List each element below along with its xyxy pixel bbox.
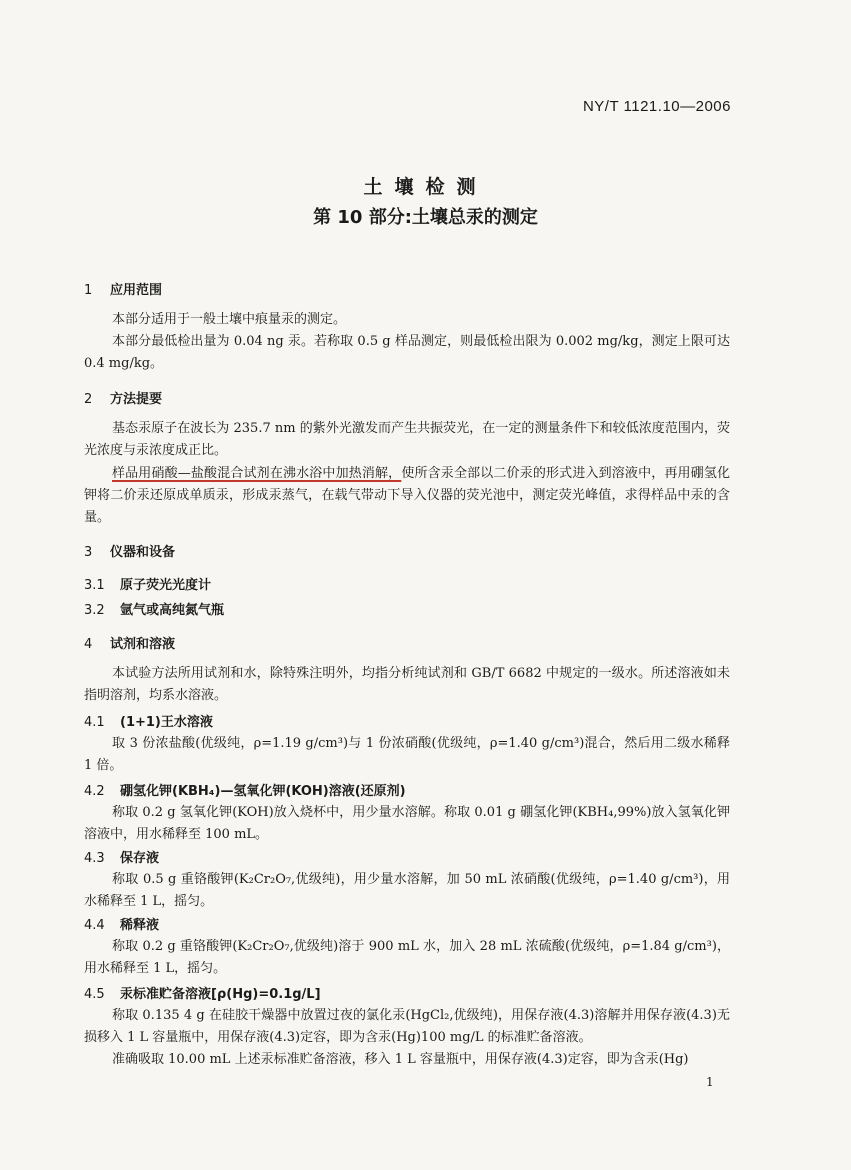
section-4-1-paragraph: 取 3 份浓盐酸(优级纯，ρ=1.19 g/cm³)与 1 份浓硝酸(优级纯，ρ=1.40 g/cm³)混合，然后用二级水稀释 1 倍。 xyxy=(84,736,730,773)
section-title: 仪器和设备 xyxy=(110,545,176,560)
section-4-2-paragraph: 称取 0.2 g 氢氧化钾(KOH)放入烧杯中，用少量水溶解。称取 0.01 g 硼氢化钾(KBH₄,99%)放入氢氧化钾溶液中，用水稀释至 100 mL。 xyxy=(84,805,730,842)
section-4-1-heading xyxy=(84,711,213,730)
section-title: 汞标准贮备溶液[ρ(Hg)=0.1g/L] xyxy=(120,987,321,1002)
section-3-1-heading xyxy=(84,574,211,593)
section-4-3-paragraph: 称取 0.5 g 重铬酸钾(K₂Cr₂O₇,优级纯)，用少量水溶解，加 50 mL 浓硝酸(优级纯，ρ=1.40 g/cm³)，用水稀释至 1 L，摇匀。 xyxy=(84,872,730,909)
section-4-3-heading xyxy=(84,847,159,866)
section-number: 2 xyxy=(84,392,93,407)
section-number: 4.3 xyxy=(84,851,105,866)
section-number: 4.4 xyxy=(84,918,105,933)
section-4-5-heading xyxy=(84,983,321,1002)
page-number: 1 xyxy=(706,1075,714,1089)
section-4-heading xyxy=(84,633,175,652)
section-3-heading xyxy=(84,541,175,560)
section-number: 1 xyxy=(84,283,93,298)
section-title: 氩气或高纯氮气瓶 xyxy=(120,603,225,618)
section-3-2-heading xyxy=(84,599,224,618)
section-2-paragraph-2 xyxy=(84,463,730,529)
section-1-paragraph-1: 本部分适用于一般土壤中痕量汞的测定。 xyxy=(112,312,347,327)
section-title: 硼氢化钾(KBH₄)—氢氧化钾(KOH)溶液(还原剂) xyxy=(120,784,406,799)
section-4-2-heading xyxy=(84,780,406,799)
section-4-5-paragraph-1: 称取 0.135 4 g 在硅胶干燥器中放置过夜的氯化汞(HgCl₂,优级纯)，用保存液(4.3)溶解并用保存液(4.3)无损移入 1 L 容量瓶中，用保存液(4.3)定容，即为含汞(Hg)100 mg/L 的标准贮备溶液。 xyxy=(84,1008,730,1045)
section-2-paragraph-1: 基态汞原子在波长为 235.7 nm 的紫外光激发而产生共振荧光，在一定的测量条件下和较低浓度范围内，荧光浓度与汞浓度成正比。 xyxy=(84,421,730,458)
section-number: 4.2 xyxy=(84,784,105,799)
underlined-text: 样品用硝酸—盐酸混合试剂在沸水浴中加热消解， xyxy=(112,466,402,481)
section-4-4-paragraph: 称取 0.2 g 重铬酸钾(K₂Cr₂O₇,优级纯)溶于 900 mL 水，加入 28 mL 浓硫酸(优级纯，ρ=1.84 g/cm³)，用水稀释至 1 L，摇匀。 xyxy=(84,939,730,976)
section-4-4-heading xyxy=(84,914,159,933)
section-title: 方法提要 xyxy=(110,392,163,407)
section-1-paragraph-2: 本部分最低检出量为 0.04 ng 汞。若称取 0.5 g 样品测定，则最低检出限为 0.002 mg/kg，测定上限可达 0.4 mg/kg。 xyxy=(84,334,730,371)
section-number: 3 xyxy=(84,545,93,560)
section-number: 3.1 xyxy=(84,578,105,593)
section-title: 应用范围 xyxy=(110,283,163,298)
section-number: 4.1 xyxy=(84,715,105,730)
document-subtitle: 第 10 部分:土壤总汞的测定 xyxy=(313,207,538,228)
section-title: 试剂和溶液 xyxy=(110,637,176,652)
section-number: 4.5 xyxy=(84,987,105,1002)
standard-number: NY/T 1121.10—2006 xyxy=(582,98,731,115)
section-number: 4 xyxy=(84,637,93,652)
paragraph-text: 使所含汞全部以二价汞的形式进入到溶液中，再用硼氢化钾将二价汞还原成单质汞，形成汞蒸气，在载气带动下导入仪器的荧光池中，测定荧光峰值，求得样品中汞的含量。 xyxy=(84,466,730,525)
section-4-5-paragraph-2: 准确吸取 10.00 mL 上述汞标准贮备溶液，移入 1 L 容量瓶中，用保存液(4.3)定容，即为含汞(Hg) xyxy=(112,1052,689,1067)
section-2-heading xyxy=(84,388,162,407)
document-title: 土壤检测 xyxy=(363,176,488,198)
section-number: 3.2 xyxy=(84,603,105,618)
section-4-paragraph: 本试验方法所用试剂和水，除特殊注明外，均指分析纯试剂和 GB/T 6682 中规定的一级水。所述溶液如未指明溶剂，均系水溶液。 xyxy=(84,666,730,703)
section-title: 原子荧光光度计 xyxy=(120,578,212,593)
section-title: 保存液 xyxy=(120,851,160,866)
section-title: 稀释液 xyxy=(120,918,160,933)
section-title: (1+1)王水溶液 xyxy=(120,715,213,730)
section-1-heading xyxy=(84,279,162,298)
